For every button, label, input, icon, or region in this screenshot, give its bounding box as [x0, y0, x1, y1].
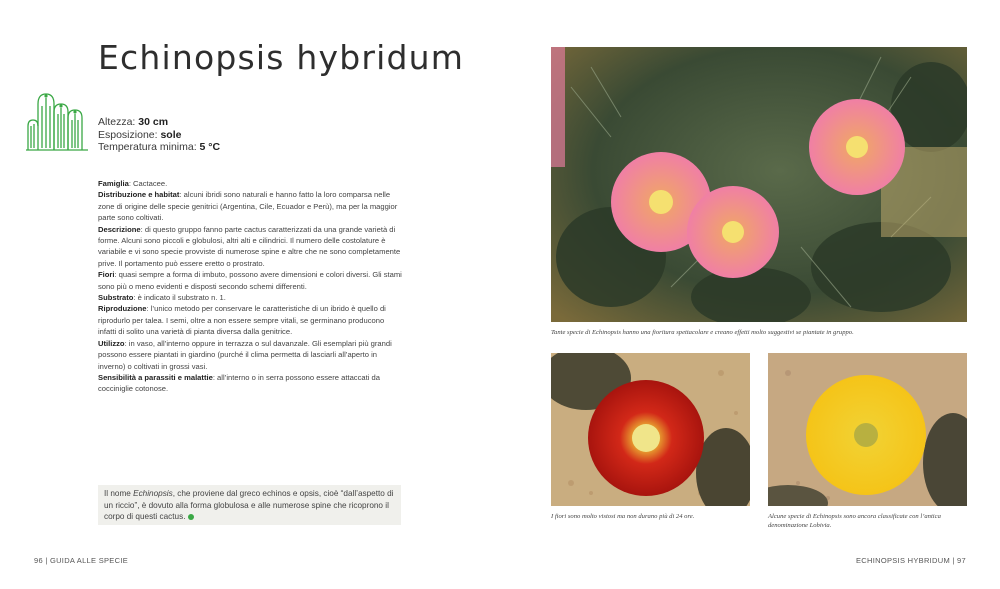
footer-left: 96 | GUIDA ALLE SPECIE	[34, 556, 129, 565]
section-sensibilita: Sensibilità a parassiti e malattie: all’interno o in serra possono essere attaccati da cocciniglie cotonose.	[98, 372, 380, 394]
spec-min-temp: Temperatura minima: 5 °C	[98, 141, 221, 153]
spec-height: Altezza: 30 cm	[98, 116, 169, 128]
section-utilizzo: Utilizzo: in vaso, all’interno oppure in terrazza o sul davanzale. Gli esemplari più grandi possono essere piantati in giardino (purché il clima permetta di lasciarli all’aperto in inverno) o coltivati in grossi vasi.	[98, 338, 392, 371]
description-body	[98, 178, 404, 395]
photo-main-pink-flowers	[551, 47, 967, 322]
name-origin-note: Il nome Echinopsis, che proviene dal greco echinos e opsis, cioè “dall’aspetto di un riccio”, è dovuto alla forma globulosa e alle numerose spine che ricoprono il corpo di questi cactus.	[98, 485, 401, 525]
note-dot-icon	[188, 514, 194, 520]
section-substrato: Substrato: è indicato il substrato n. 1.	[98, 293, 226, 303]
caption-red: I fiori sono molto vistosi ma non durano più di 24 ore.	[551, 513, 695, 520]
section-fiori: Fiori: quasi sempre a forma di imbuto, possono avere dimensioni e colori diversi. Gli stami sono più o meno evidenti e disposti secondo schemi differenti.	[98, 270, 402, 291]
section-famiglia: Famiglia: Cactacee.	[98, 179, 168, 188]
spec-exposure: Esposizione: sole	[98, 128, 182, 141]
footer-right: ECHINOPSIS HYBRIDUM | 97	[855, 556, 966, 565]
photo-yellow-flower	[768, 353, 967, 506]
section-distribuzione: Distribuzione e habitat: alcuni ibridi sono naturali e hanno fatto la loro comparsa nelle zone di origine delle specie genitrici (Argentina, Cile, Ecuador e Perù), ma per la maggior parte sono coltivati.	[98, 190, 398, 223]
section-descrizione: Descrizione: di questo gruppo fanno parte cactus caratterizzati da una grande varietà di forme. Alcuni sono piccoli e globulosi, altri alti e cilindrici. Il numero delle costolature è variabile e vi sono specie provviste di numerose spine e altre che ne sono completamente prive. Il portamento può essere eretto o prostrato.	[98, 224, 401, 268]
page-title: Echinopsis hybridum	[98, 38, 465, 77]
photo-red-flower	[551, 353, 750, 506]
plant-specs	[98, 116, 220, 154]
caption-yellow: Alcune specie di Echinopsis sono ancora classificate con l’antica denominazione Lobivia.	[768, 513, 941, 529]
section-riproduzione: Riproduzione: l’unico metodo per conservare le caratteristiche di un ibrido è quello di riprodurlo per talea. I semi, oltre a non essere sempre vitali, se germinano producono infatti di solito una varietà di pianta diversa dalla genitrice.	[98, 304, 386, 337]
cactus-icon	[24, 92, 94, 152]
caption-main: Tante specie di Echinopsis hanno una fioritura spettacolare e creano effetti molto suggestivi se piantate in gruppo.	[551, 329, 854, 336]
